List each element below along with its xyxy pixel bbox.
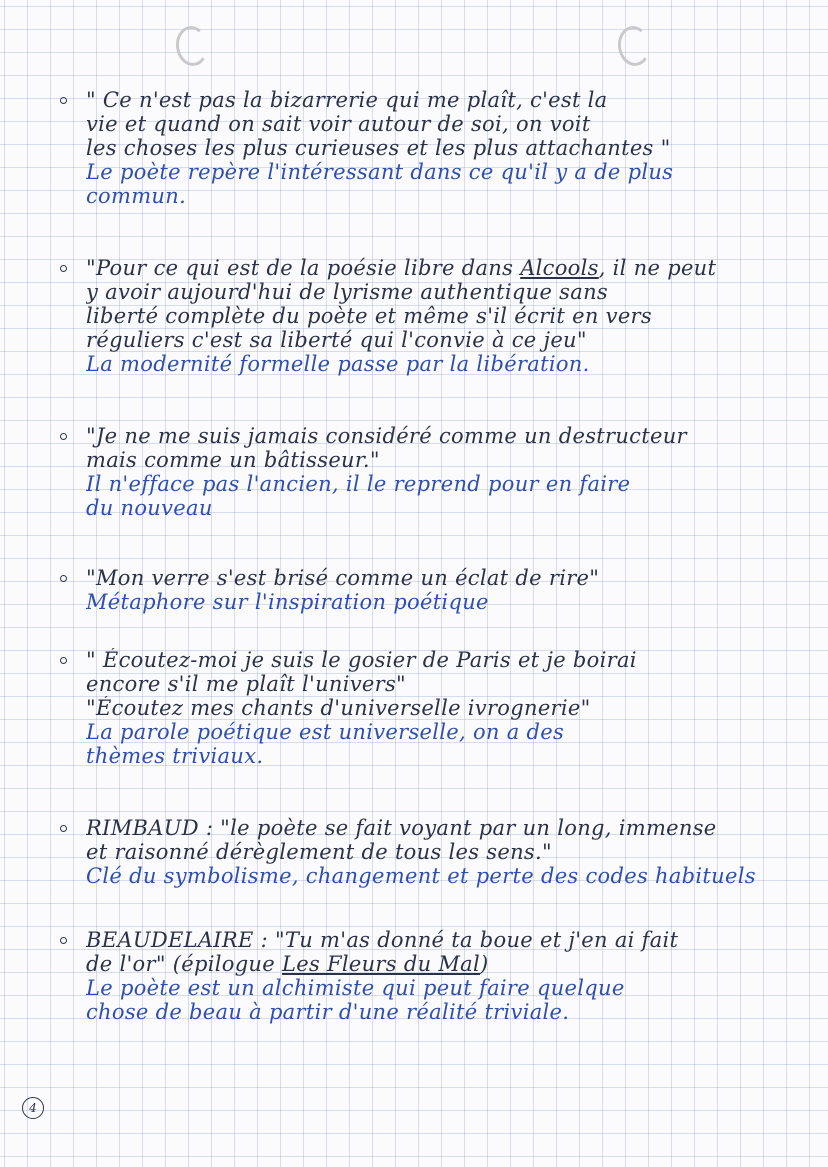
quote-line: RIMBAUD : "le poète se fait voyant par un long, immense <box>86 816 717 840</box>
note-line: Clé du symbolisme, changement et perte des codes habituels <box>86 864 756 888</box>
bullet-point <box>60 433 67 440</box>
note-line: La parole poétique est universelle, on a des <box>86 720 565 744</box>
note-line: Il n'efface pas l'ancien, il le reprend pour en faire <box>86 472 631 496</box>
quote-text: "Pour ce qui est de la poésie libre dans <box>86 256 521 280</box>
quote-line: " Écoutez-moi je suis le gosier de Paris et je boirai <box>86 648 637 672</box>
quote-line <box>86 952 815 976</box>
binder-hole-left <box>173 24 210 68</box>
quote-line: encore s'il me plaît l'univers" <box>86 672 407 696</box>
quote-line: liberté complète du poète et même s'il écrit en vers <box>86 304 652 328</box>
bullet-point <box>60 937 67 944</box>
quote-line: et raisonné dérèglement de tous les sens." <box>86 840 552 864</box>
bullet-point <box>60 97 67 104</box>
quote-line: les choses les plus curieuses et les plus attachantes " <box>86 136 671 160</box>
book-title: Alcools <box>520 256 599 280</box>
note-line: commun. <box>86 184 187 208</box>
quote-line: "Mon verre s'est brisé comme un éclat de rire" <box>86 566 600 590</box>
book-title: Les Fleurs du Mal <box>281 952 481 976</box>
note-line: du nouveau <box>86 496 213 520</box>
quote-line: BEAUDELAIRE : "Tu m'as donné ta boue et j'en ai fait <box>86 928 679 952</box>
quote-line: mais comme un bâtisseur." <box>86 448 380 472</box>
note-line: La modernité formelle passe par la libération. <box>86 352 590 376</box>
bullet-point <box>60 657 67 664</box>
note-line: thèmes triviaux. <box>86 744 264 768</box>
quote-line: "Je ne me suis jamais considéré comme un destructeur <box>86 424 687 448</box>
quote-line: vie et quand on sait voir autour de soi, on voit <box>86 112 591 136</box>
binder-hole-right <box>615 24 652 68</box>
bullet-point <box>60 825 67 832</box>
quote-text: , il ne peut <box>598 256 717 280</box>
note-line: Métaphore sur l'inspiration poétique <box>86 590 489 614</box>
quote-line: "Écoutez mes chants d'universelle ivrognerie" <box>86 696 591 720</box>
bullet-point <box>60 265 67 272</box>
quote-line: réguliers c'est sa liberté qui l'convie à ce jeu" <box>86 328 587 352</box>
note-line: chose de beau à partir d'une réalité triviale. <box>86 1000 570 1024</box>
page-number: 4 <box>22 1097 44 1119</box>
quote-text: ) <box>480 952 489 976</box>
bullet-point <box>60 575 67 582</box>
quote-text: de l'or" (épilogue <box>86 952 282 976</box>
note-line: Le poète repère l'intéressant dans ce qu'il y a de plus <box>86 160 674 184</box>
quote-line: y avoir aujourd'hui de lyrisme authentique sans <box>86 280 608 304</box>
note-line: Le poète est un alchimiste qui peut faire quelque <box>86 976 625 1000</box>
quote-line <box>86 256 815 280</box>
quote-line: " Ce n'est pas la bizarrerie qui me plaît, c'est la <box>86 88 608 112</box>
